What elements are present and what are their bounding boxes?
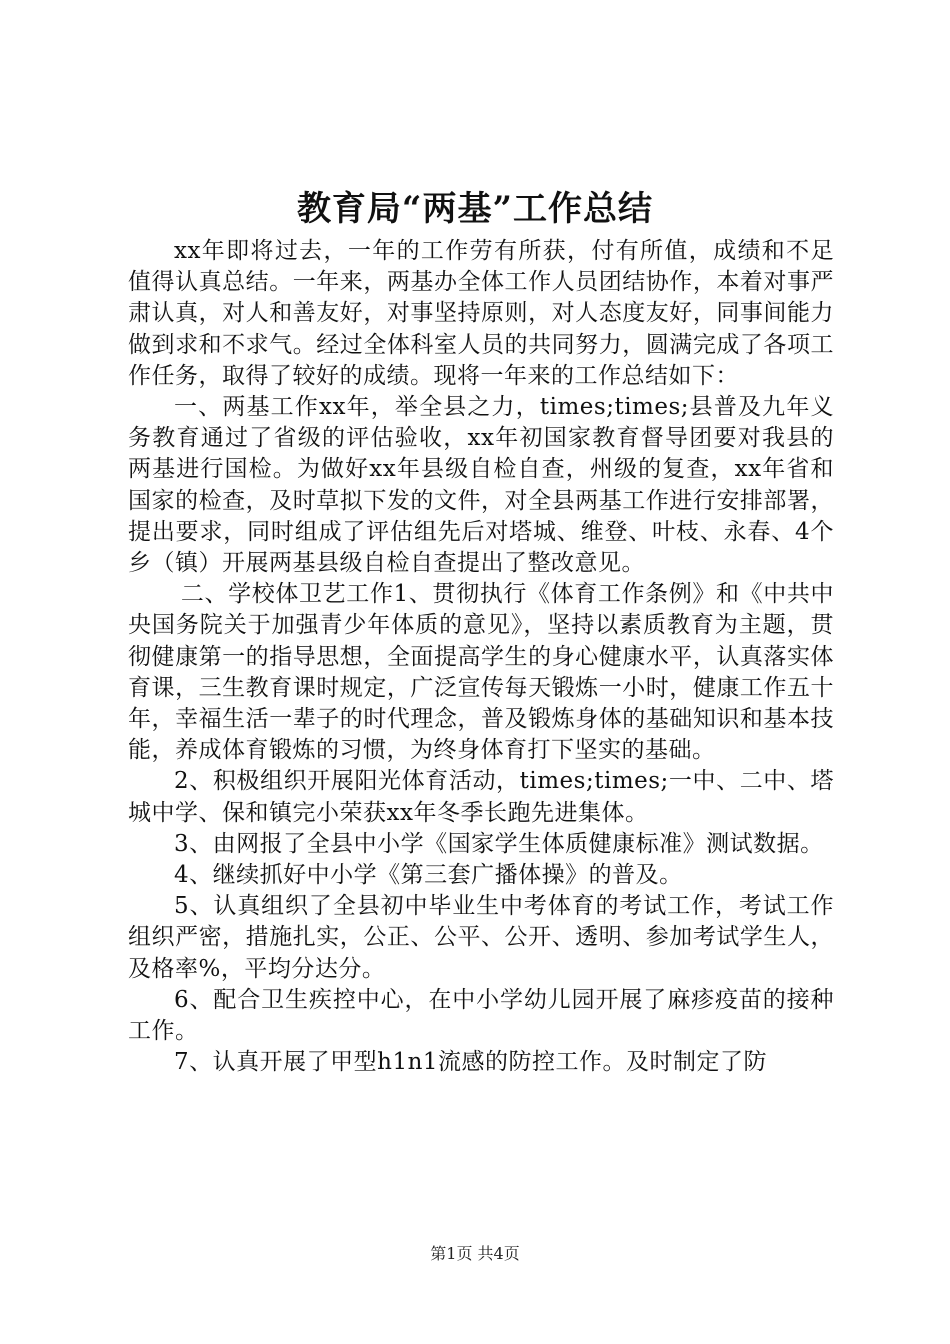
document-body — [128, 236, 834, 1078]
paragraph-item-3: 3、由网报了全县中小学《国家学生体质健康标准》测试数据。 — [174, 830, 824, 857]
paragraph-item-5: 5、认真组织了全县初中毕业生中考体育的考试工作，考试工作组织严密，措施扎实，公正、公平、公开、透明、参加考试学生人，及格率%，平均分达分。 — [128, 893, 834, 982]
paragraph-intro: xx年即将过去，一年的工作劳有所获，付有所值，成绩和不足值得认真总结。一年来，两基办全体工作人员团结协作，本着对事严肃认真，对人和善友好，对事坚持原则，对人态度友好，同事间能力做到求和不求气。经过全体科室人员的共同努力，圆满完成了各项工作任务，取得了较好的成绩。现将一年来的工作总结如下： — [128, 238, 834, 389]
paragraph-section-one: 一、两基工作xx年，举全县之力，times;times;县普及九年义务教育通过了省级的评估验收，xx年初国家教育督导团要对我县的两基进行国检。为做好xx年县级自检自查，州级的复查，xx年省和国家的检查，及时草拟下发的文件，对全县两基工作进行安排部署，提出要求，同时组成了评估组先后对塔城、维登、叶枝、永春、4个乡（镇）开展两基县级自检自查提出了整改意见。 — [128, 394, 834, 577]
paragraph-item-4: 4、继续抓好中小学《第三套广播体操》的普及。 — [174, 862, 683, 889]
paragraph-item-7: 7、认真开展了甲型h1n1流感的防控工作。及时制定了防 — [174, 1049, 768, 1076]
paragraph-item-2: 2、积极组织开展阳光体育活动，times;times;一中、二中、塔城中学、保和镇完小荣获xx年冬季长跑先进集体。 — [128, 768, 834, 826]
page-footer: 第1页 共4页 — [430, 1244, 520, 1263]
document-title: 教育局“两基”工作总结 — [296, 189, 654, 229]
paragraph-section-two: 二、学校体卫艺工作1、贯彻执行《体育工作条例》和《中共中央国务院关于加强青少年体质的意见》，坚持以素质教育为主题，贯彻健康第一的指导思想，全面提高学生的身心健康水平，认真落实体育课，三生教育课时规定，广泛宣传每天锻炼一小时，健康工作五十年，幸福生活一辈子的时代理念，普及锻炼身体的基础知识和基本技能，养成体育锻炼的习惯，为终身体育打下坚实的基础。 — [128, 581, 834, 764]
paragraph-item-6: 6、配合卫生疾控中心，在中小学幼儿园开展了麻疹疫苗的接种工作。 — [128, 986, 834, 1045]
